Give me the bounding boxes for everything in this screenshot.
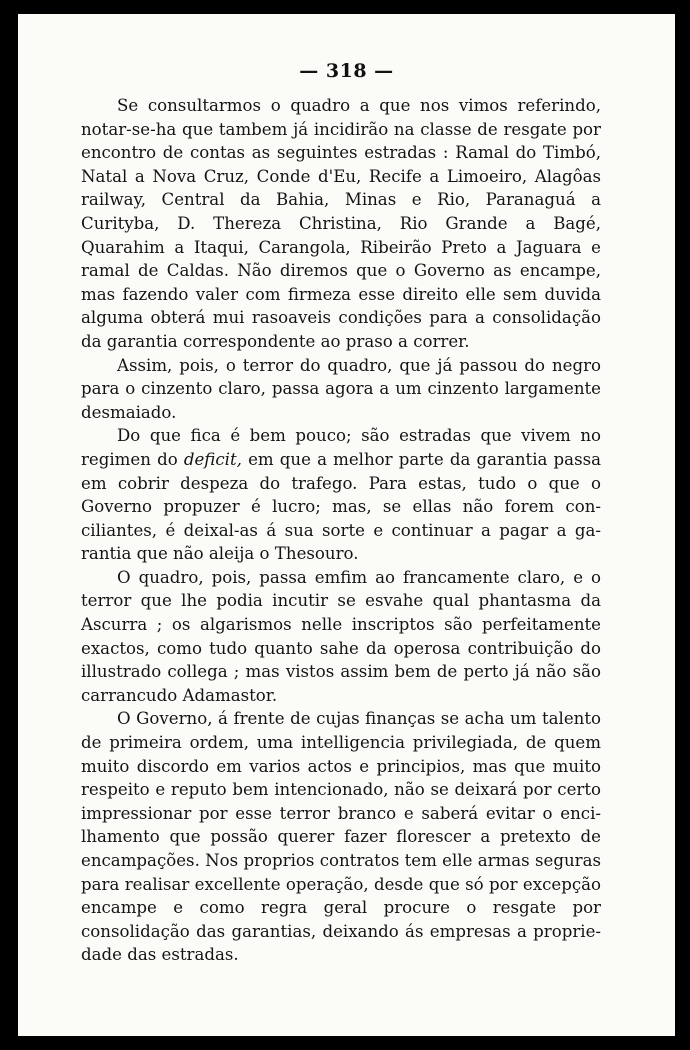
book-page <box>18 14 675 1036</box>
page-number: — 318 — <box>299 60 394 82</box>
paragraph-5: O Governo, á frente de cujas finanças se acha um talento de primeira ordem, uma intelligencia privilegiada, de quem muito discordo em varios actos e principios, mas que muito respeito e reputo bem intencionado, não se deixará por certo impressionar por esse terror branco e saberá evitar o encilhamento que possão querer fazer florescer a pretexto de encampações. Nos proprios contratos tem elle armas seguras para realisar excellente operação, desde que só por excepção encampe e como regra geral procure o resgate por consolidação das garantias, deixando ás empresas a propriedade das estradas. <box>81 709 601 965</box>
paragraph-4: O quadro, pois, passa emfim ao francamente claro, e o terror que lhe podia incutir se esvahe qual phantasma da Ascurra ; os algarismos nelle inscriptos são perfeitamente exactos, como tudo quanto sahe da operosa contribuição do illustrado collega ; mas vistos assim bem de perto já não são carrancudo Adamastor. <box>81 567 601 705</box>
paragraph-3 <box>81 424 601 566</box>
italic-term-deficit: deficit, <box>183 449 242 469</box>
paragraph-2: Assim, pois, o terror do quadro, que já passou do negro para o cinzento claro, passa agora a um cinzento largamente desmaiado. <box>81 355 601 422</box>
paragraph-3-end: em que a melhor parte da garantia passa em cobrir despeza do trafego. Para estas, tudo o que o Governo propuzer é lucro; mas, se ellas não forem conciliantes, é deixal-as á sua sorte e continuar a pagar a garantia que não aleija o Thesouro. <box>81 449 601 564</box>
body-text <box>81 94 601 967</box>
paragraph-3-start: Do que fica é bem pouco; são estradas que vivem no regimen do <box>81 426 601 469</box>
paragraph-1: Se consultarmos o quadro a que nos vimos referindo, notar-se-ha que tambem já incidirão na classe de resgate por encontro de contas as seguintes estradas : Ramal do Timbó, Natal a Nova Cruz, Conde d'Eu, Recife a Limoeiro, Alagôas railway, Central da Bahia, Minas e Rio, Paranaguá a Curityba, D. Thereza Christina, Rio Grande a Bagé, Quarahim a Itaqui, Carangola, Ribeirão Preto a Jaguara e ramal de Caldas. Não diremos que o Governo as encampe, mas fazendo valer com firmeza esse direito elle sem duvida alguma obterá mui rasoaveis condições para a consolidação da garantia correspondente ao praso a correr. <box>81 96 601 351</box>
